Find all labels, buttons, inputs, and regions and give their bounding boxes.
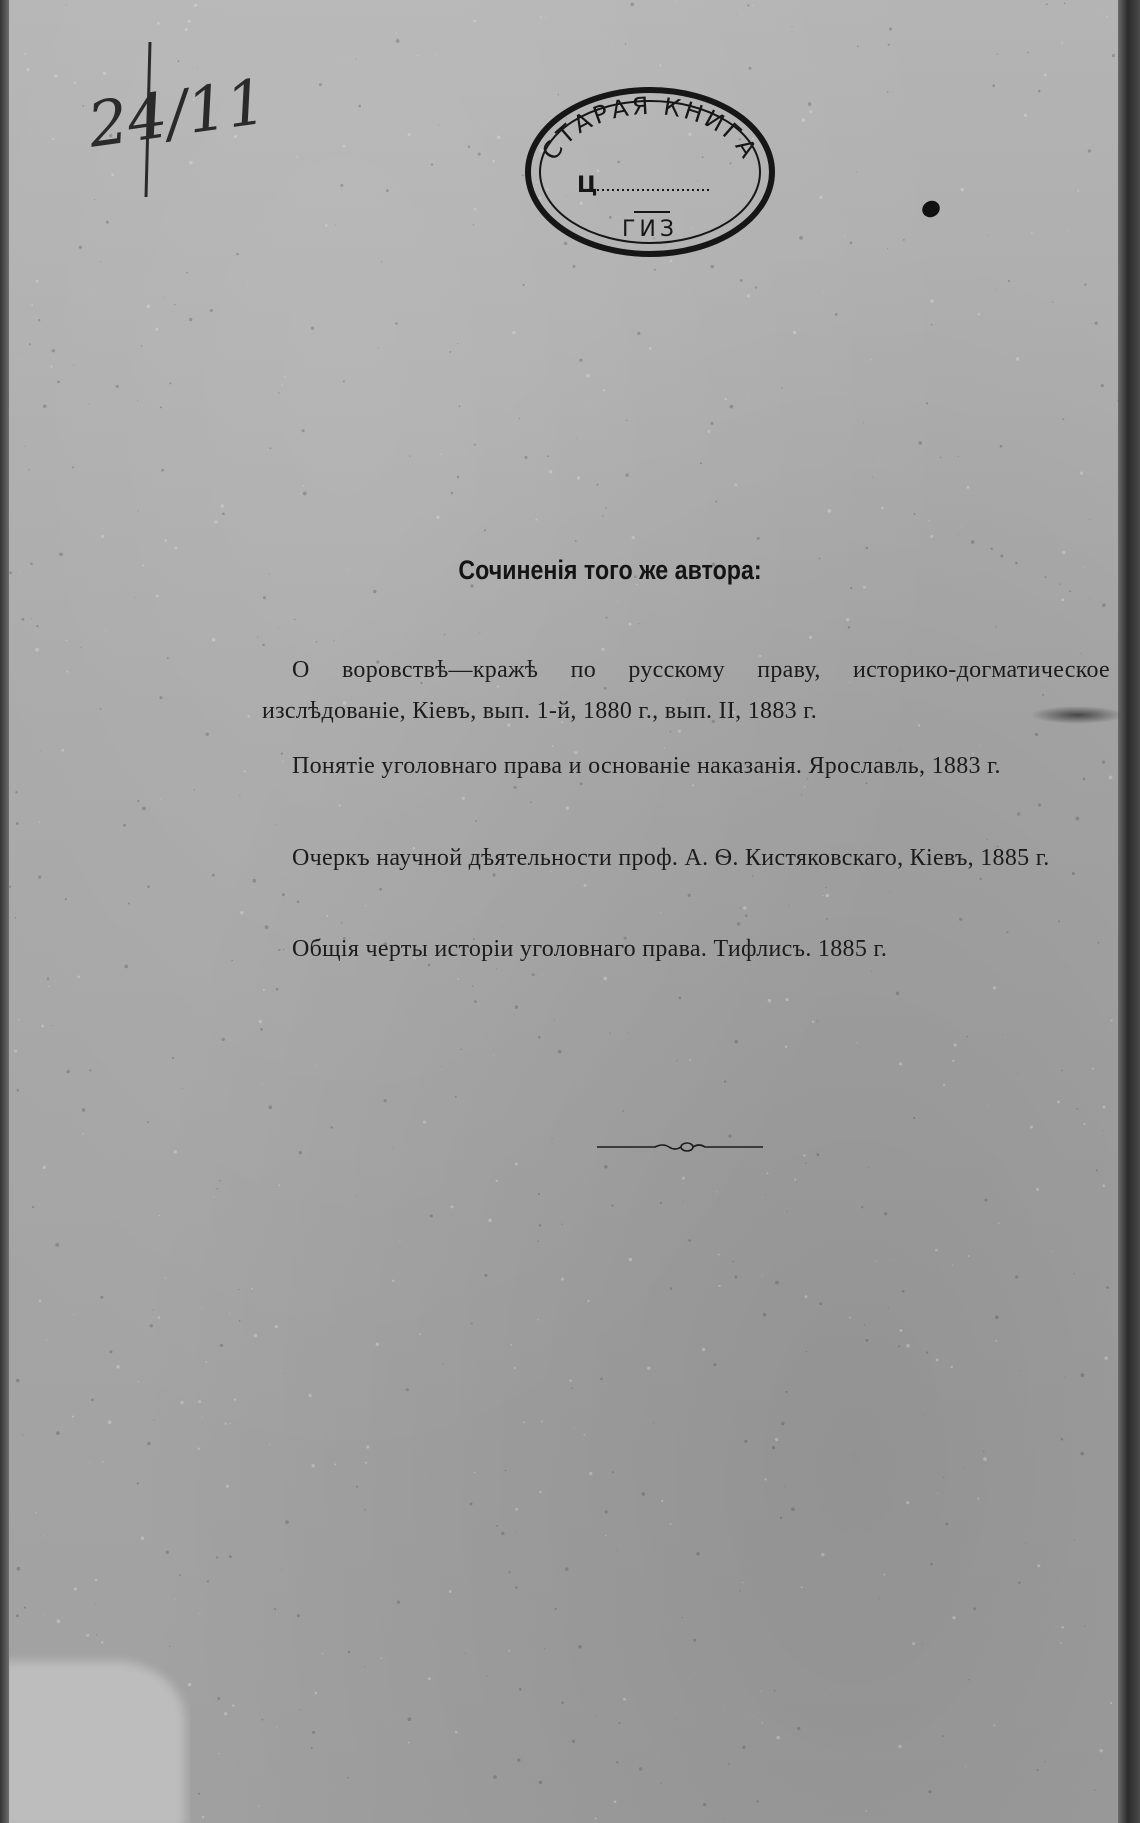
work-entry: О воровствѣ—кражѣ по русскому праву, историко-догматическое изслѣдованіе, Кіевъ, вып. 1-й, 1880 г., вып. II, 1883 г. [262, 657, 1110, 724]
work-entry: Очеркъ научной дѣятельности проф. А. Ѳ. Кистяковскаго, Кіевъ, 1885 г. [292, 845, 1050, 871]
shelf-mark-number: 24/11 [83, 64, 271, 162]
right-binding-edge [1118, 0, 1140, 1823]
handwritten-shelf-mark [80, 22, 320, 202]
stamp-mark: Ц [577, 173, 598, 198]
left-binding-edge [0, 0, 9, 1823]
work-entry: Общія черты исторіи уголовнаго права. Тифлисъ. 1885 г. [292, 936, 888, 962]
ink-blot [918, 198, 944, 220]
work-entry: Понятіе уголовнаго права и основаніе наказанія. Ярославль, 1883 г. [292, 753, 1001, 779]
bookseller-stamp [522, 84, 778, 260]
list-heading: Сочиненія того же автора: [458, 555, 762, 585]
stamp-bottom-text: ГИЗ [622, 217, 678, 242]
decorative-divider [595, 1137, 765, 1157]
ink-smudge [1030, 706, 1125, 724]
stamp-top-text: СТАРАЯ КНИГА [536, 91, 764, 166]
svg-text:СТАРАЯ КНИГА [536, 92, 763, 165]
torn-corner-patch [9, 1655, 191, 1823]
